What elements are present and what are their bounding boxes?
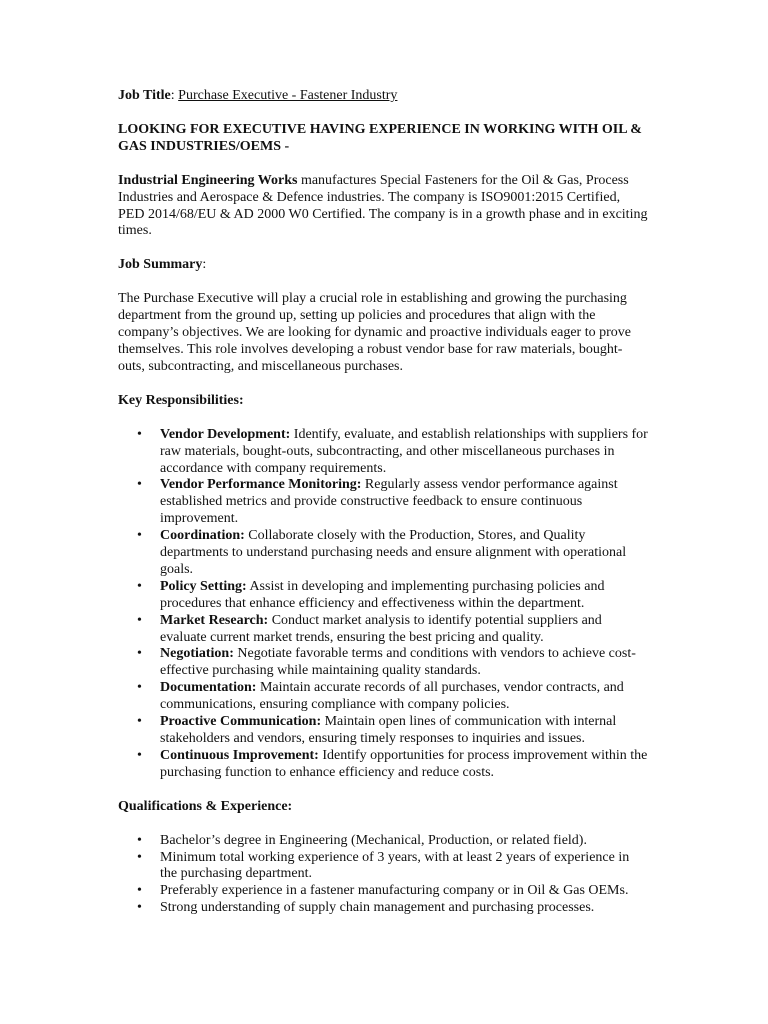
- list-item-term: Continuous Improvement:: [160, 747, 319, 763]
- list-item: [137, 477, 648, 528]
- list-item-term: Vendor Development:: [160, 426, 291, 442]
- list-item-text: Bachelor’s degree in Engineering (Mechanical, Production, or related field).: [160, 832, 587, 848]
- list-item: [137, 900, 648, 917]
- list-item: [137, 849, 648, 884]
- list-item-term: Policy Setting:: [160, 578, 247, 594]
- company-intro: [118, 173, 648, 241]
- bullet-icon: •: [137, 747, 142, 763]
- job-title-separator: :: [170, 88, 179, 103]
- list-item: [137, 528, 648, 579]
- list-item: [137, 883, 648, 900]
- job-title-label: Job Title: [118, 88, 171, 103]
- list-item-term: Documentation:: [160, 680, 257, 696]
- job-description-document: [118, 88, 648, 934]
- list-item-text: Collaborate closely with the Production, Stores, and Quality departments to understand purchasing needs and ensure alignment with operational goals.: [160, 528, 627, 577]
- list-item-text: Maintain accurate records of all purchases, vendor contracts, and communications, ensuring compliance with company policies.: [160, 680, 624, 713]
- list-item-text: Regularly assess vendor performance against established metrics and provide constructive feedback to ensure continuous improvement.: [160, 477, 618, 527]
- list-item: [137, 612, 648, 647]
- list-item-term: Proactive Communication:: [160, 714, 322, 730]
- job-summary-heading: [118, 257, 648, 274]
- list-item-text: Assist in developing and implementing purchasing policies and procedures that enhance efficiency and effectiveness within the department.: [160, 578, 605, 611]
- list-item-text: Identify, evaluate, and establish relationships with suppliers for raw materials, bought-outs, subcontracting, and other miscellaneous purchases in accordance with company requirements.: [160, 426, 648, 476]
- list-item-term: Market Research:: [160, 612, 269, 628]
- bullet-icon: •: [137, 680, 142, 696]
- list-item-text: Strong understanding of supply chain management and purchasing processes.: [160, 900, 595, 916]
- job-title-value: Purchase Executive - Fastener Industry: [178, 88, 398, 103]
- bullet-icon: •: [137, 832, 142, 848]
- bullet-icon: •: [137, 612, 142, 628]
- list-item-text: Conduct market analysis to identify potential suppliers and evaluate current market trends, ensuring the best pricing and quality.: [160, 612, 602, 645]
- job-summary-text: The Purchase Executive will play a crucial role in establishing and growing the purchasing department from the ground up, setting up policies and procedures that align with the company’s objectives. We are looking for dynamic and proactive individuals eager to prove themselves. This role involves developing a robust vendor base for raw materials, bought-outs, subcontracting, and miscellaneous purchases.: [118, 291, 631, 374]
- bullet-icon: •: [137, 714, 142, 730]
- bullet-icon: •: [137, 578, 142, 594]
- company-name: Industrial Engineering Works: [118, 172, 298, 188]
- bullet-icon: •: [137, 883, 142, 899]
- headline: LOOKING FOR EXECUTIVE HAVING EXPERIENCE IN WORKING WITH OIL & GAS INDUSTRIES/OEMS -: [118, 121, 642, 154]
- list-item-term: Coordination:: [160, 528, 245, 544]
- company-description: manufactures Special Fasteners for the Oil & Gas, Process Industries and Aerospace & Defence industries. The company is ISO9001:2015 Certified, PED 2014/68/EU & AD 2000 W0 Certified. The company is in a growth phase and in exciting times.: [118, 172, 648, 239]
- list-item: [137, 747, 648, 782]
- job-title-line: [118, 88, 648, 105]
- list-item-term: Negotiation:: [160, 646, 234, 662]
- list-item-text: Negotiate favorable terms and conditions with vendors to achieve cost-effective purchasing while maintaining quality standards.: [160, 646, 636, 679]
- bullet-icon: •: [137, 900, 142, 916]
- list-item-term: Vendor Performance Monitoring:: [160, 477, 362, 493]
- list-item: [137, 426, 648, 478]
- list-item: [137, 578, 648, 613]
- bullet-icon: •: [137, 646, 142, 662]
- bullet-icon: •: [137, 849, 142, 865]
- bullet-icon: •: [137, 426, 142, 442]
- job-summary-heading-text: Job Summary: [118, 257, 203, 273]
- responsibilities-list: [118, 427, 648, 782]
- bullet-icon: •: [137, 477, 142, 493]
- list-item-text: Maintain open lines of communication with internal stakeholders and vendors, ensuring timely responses to inquiries and issues.: [160, 714, 617, 746]
- list-item: [137, 646, 648, 680]
- qualifications-list: [118, 833, 648, 918]
- key-responsibilities-heading: Key Responsibilities:: [118, 392, 244, 408]
- list-item-text: Identify opportunities for process improvement within the purchasing function to enhance efficiency and reduce costs.: [160, 747, 648, 780]
- list-item-text: Minimum total working experience of 3 years, with at least 2 years of experience in the purchasing department.: [160, 849, 630, 882]
- list-item: [137, 832, 648, 850]
- job-summary-heading-separator: :: [202, 257, 207, 273]
- list-item: [137, 714, 648, 748]
- list-item-text: Preferably experience in a fastener manufacturing company or in Oil & Gas OEMs.: [160, 883, 629, 899]
- qualifications-heading: Qualifications & Experience:: [118, 798, 293, 814]
- list-item: [137, 680, 648, 714]
- bullet-icon: •: [137, 528, 142, 544]
